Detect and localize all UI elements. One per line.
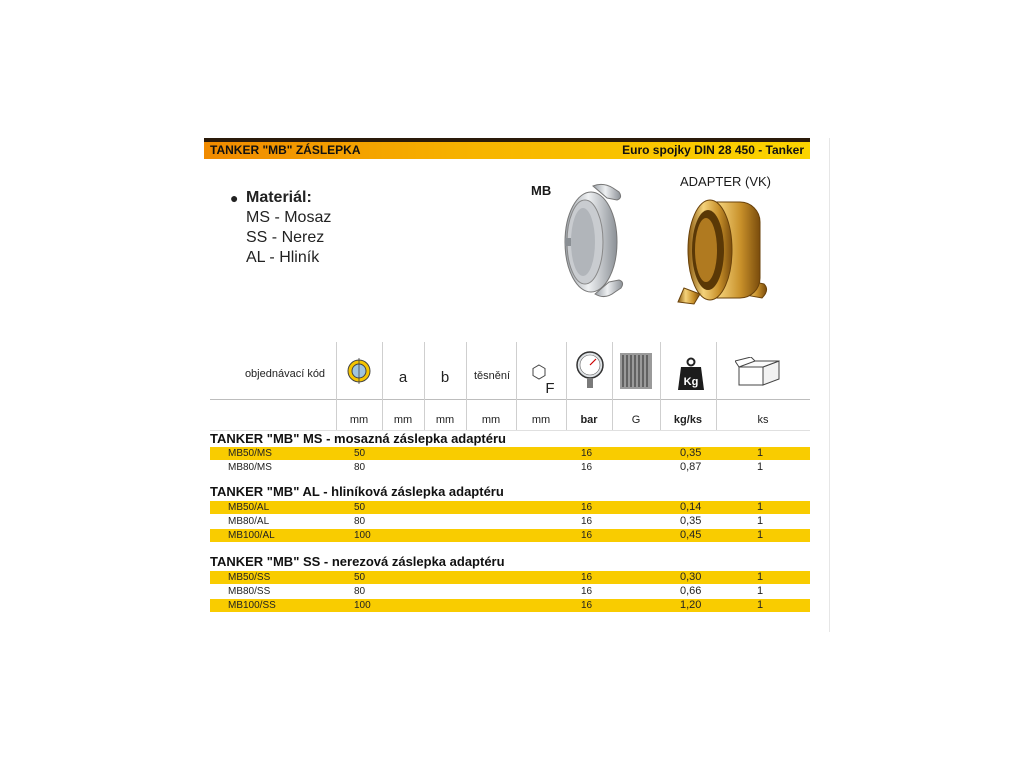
cell-bar: 16	[581, 600, 593, 611]
cell-a: 80	[354, 462, 366, 473]
cell-a: 50	[354, 448, 366, 459]
cell-bar: 16	[581, 530, 593, 541]
cell-qty: 1	[757, 585, 764, 597]
cell-qty: 1	[757, 571, 764, 583]
cell-code: MB80/AL	[228, 516, 270, 527]
cell-bar: 16	[581, 462, 593, 473]
cell-code: MB80/MS	[228, 462, 272, 473]
table-row	[210, 501, 810, 514]
svg-text:Kg: Kg	[683, 376, 699, 388]
cell-bar: 16	[581, 572, 593, 583]
cell-weight: 0,35	[680, 447, 702, 459]
unit-mm: mm	[481, 414, 501, 426]
material-item-ss: SS - Nerez	[246, 229, 325, 246]
col-seal: těsnění	[473, 370, 511, 382]
table-row	[210, 599, 810, 612]
section-title-ss: TANKER "MB" SS - nerezová záslepka adaptéru	[210, 554, 505, 569]
unit-mm: mm	[349, 414, 369, 426]
cell-qty: 1	[757, 501, 764, 513]
material-item-ms: MS - Mosaz	[246, 209, 332, 226]
cell-weight: 1,20	[680, 599, 702, 611]
unit-g: G	[631, 414, 641, 426]
cell-code: MB50/AL	[228, 502, 270, 513]
cell-weight: 0,87	[680, 461, 702, 473]
cell-qty: 1	[757, 529, 764, 541]
header-title: TANKER "MB" ZÁSLEPKA	[210, 143, 361, 157]
unit-bar: bar	[580, 414, 598, 426]
unit-mm: mm	[393, 414, 413, 426]
header-subtitle: Euro spojky DIN 28 450 - Tanker	[622, 143, 804, 157]
page-edge-line	[829, 138, 830, 632]
col-b: b	[440, 369, 450, 386]
header-bar	[204, 138, 810, 159]
cell-qty: 1	[757, 515, 764, 527]
weight-icon	[677, 357, 705, 391]
table-row	[210, 571, 810, 584]
adapter-image	[676, 188, 776, 318]
mb-cap-image	[555, 180, 635, 315]
table-row	[210, 515, 810, 528]
cell-qty: 1	[757, 461, 764, 473]
pressure-gauge-icon	[575, 350, 605, 392]
unit-mm: mm	[435, 414, 455, 426]
cell-weight: 0,14	[680, 501, 702, 513]
cell-code: MB50/SS	[228, 572, 271, 583]
col-a: a	[398, 369, 408, 386]
thread-icon	[620, 353, 652, 389]
cell-weight: 0,35	[680, 515, 702, 527]
cell-weight: 0,45	[680, 529, 702, 541]
table-row	[210, 585, 810, 598]
cell-code: MB80/SS	[228, 586, 271, 597]
material-title: Materiál:	[246, 189, 312, 206]
table-row	[210, 529, 810, 542]
adapter-label: ADAPTER (VK)	[680, 174, 772, 189]
box-icon	[735, 357, 783, 387]
cell-a: 50	[354, 502, 366, 513]
cell-bar: 16	[581, 502, 593, 513]
cell-code: MB50/MS	[228, 448, 272, 459]
table-row	[210, 461, 810, 474]
material-item-al: AL - Hliník	[246, 249, 320, 266]
cell-bar: 16	[581, 586, 593, 597]
col-f: F	[545, 380, 555, 397]
cell-bar: 16	[581, 516, 593, 527]
section-title-ms: TANKER "MB" MS - mosazná záslepka adaptéru	[210, 431, 506, 446]
cell-qty: 1	[757, 447, 764, 459]
cell-weight: 0,30	[680, 571, 702, 583]
diameter-icon	[346, 358, 372, 384]
cell-qty: 1	[757, 599, 764, 611]
cell-code: MB100/SS	[228, 600, 276, 611]
section-title-al: TANKER "MB" AL - hliníková záslepka adaptéru	[210, 484, 504, 499]
bullet-icon: ●	[230, 190, 239, 206]
header-divider	[210, 399, 810, 400]
col-order-code: objednávací kód	[244, 368, 326, 380]
cell-code: MB100/AL	[228, 530, 275, 541]
table-row	[210, 447, 810, 460]
cell-a: 50	[354, 572, 366, 583]
unit-mm: mm	[531, 414, 551, 426]
cell-a: 80	[354, 516, 366, 527]
unit-ks: ks	[757, 414, 769, 426]
cell-weight: 0,66	[680, 585, 702, 597]
cell-a: 100	[354, 530, 371, 541]
mb-label: MB	[531, 183, 552, 198]
material-list	[232, 188, 331, 268]
cell-a: 100	[354, 600, 371, 611]
unit-kg: kg/ks	[673, 414, 703, 426]
cell-bar: 16	[581, 448, 593, 459]
hexagon-icon	[532, 364, 546, 380]
cell-a: 80	[354, 586, 366, 597]
